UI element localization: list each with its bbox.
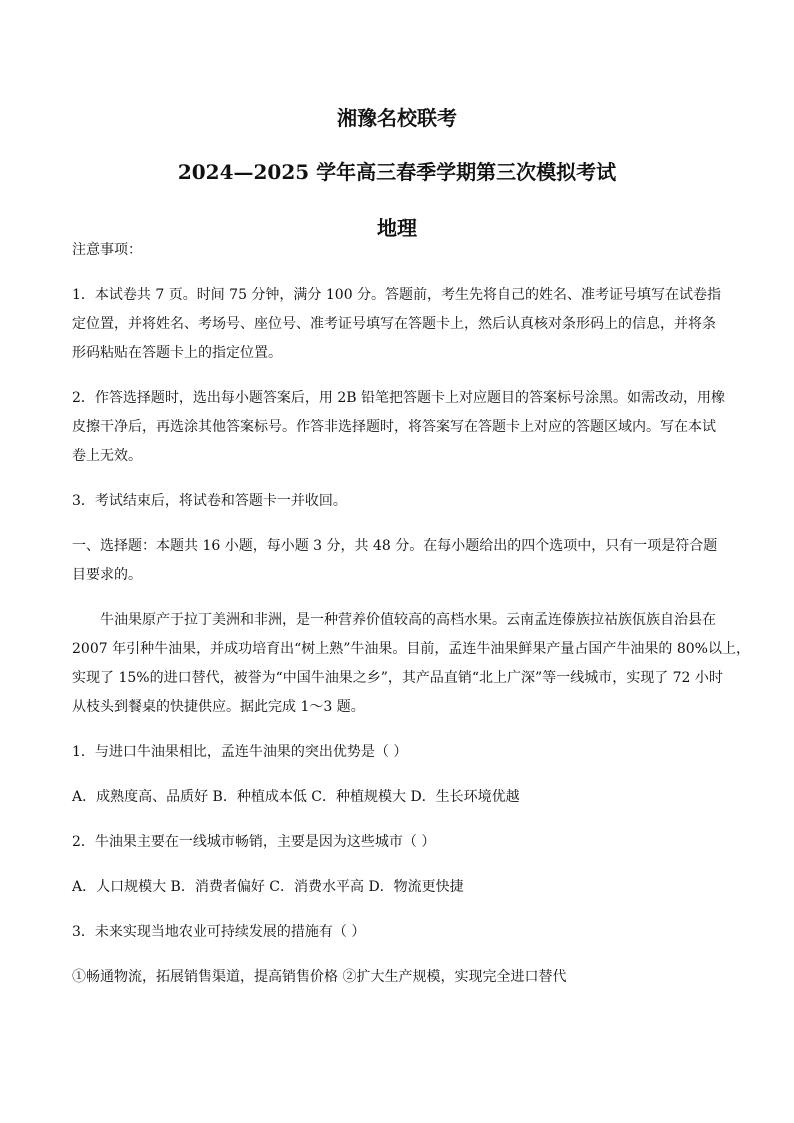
subject-title: 地理 <box>377 216 417 240</box>
question-1-options: A．成熟度高、品质好 B．种植成本低 C．种植规模大 D．生长环境优越 <box>72 789 520 805</box>
question-2-stem: 2．牛油果主要在一线城市畅销，主要是因为这些城市（ ） <box>72 834 436 850</box>
question-3-options: ①畅通物流，拓展销售渠道，提高销售价格 ②扩大生产规模，实现完全进口替代 <box>72 969 567 985</box>
exam-session-title: 2024—2025 学年高三春季学期第三次模拟考试 <box>177 160 617 184</box>
passage-line-3: 实现了 15%的进口替代，被誉为“中国牛油果之乡”，其产品直销“北上广深”等一线城市，实现了 72 小时 <box>72 670 723 686</box>
note-2-line-3: 卷上无效。 <box>72 448 142 464</box>
exam-league-title: 湘豫名校联考 <box>337 106 457 130</box>
note-2-line-1: 2．作答选择题时，选出每小题答案后，用 2B 铅笔把答题卡上对应题目的答案标号涂黑。如需改动，用橡 <box>72 390 726 406</box>
section-1-heading-line-2: 目要求的。 <box>72 567 142 583</box>
note-1-line-1: 1．本试卷共 7 页。时间 75 分钟，满分 100 分。答题前，考生先将自己的姓名、准考证号填写在试卷指 <box>72 287 722 303</box>
note-2-line-2: 皮擦干净后，再选涂其他答案标号。作答非选择题时，将答案写在答题卡上对应的答题区域内。写在本试 <box>72 419 716 435</box>
section-1-heading-line-1: 一、选择题：本题共 16 小题，每小题 3 分，共 48 分。在每小题给出的四个选项中，只有一项是符合题 <box>72 538 718 554</box>
question-3-stem: 3．未来实现当地农业可持续发展的措施有（ ） <box>72 924 366 940</box>
note-1-line-3: 形码粘贴在答题卡上的指定位置。 <box>72 345 282 361</box>
note-1-line-2: 定位置，并将姓名、考场号、座位号、准考证号填写在答题卡上，然后认真核对条形码上的信息，并将条 <box>72 316 716 332</box>
question-1-stem: 1．与进口牛油果相比，孟连牛油果的突出优势是（ ） <box>72 744 408 760</box>
passage-line-2: 2007 年引种牛油果，并成功培育出“树上熟”牛油果。目前，孟连牛油果鲜果产量占国产牛油果的 80%以上， <box>72 641 750 657</box>
note-3: 3．考试结束后，将试卷和答题卡一并收回。 <box>72 493 347 509</box>
passage-line-4: 从枝头到餐桌的快捷供应。据此完成 1～3 题。 <box>72 699 365 715</box>
question-2-options: A．人口规模大 B．消费者偏好 C．消费水平高 D．物流更快捷 <box>72 879 464 895</box>
notes-heading: 注意事项： <box>72 242 142 258</box>
passage-line-1: 牛油果原产于拉丁美洲和非洲，是一种营养价值较高的高档水果。云南孟连傣族拉祜族佤族自治县在 <box>100 612 716 628</box>
